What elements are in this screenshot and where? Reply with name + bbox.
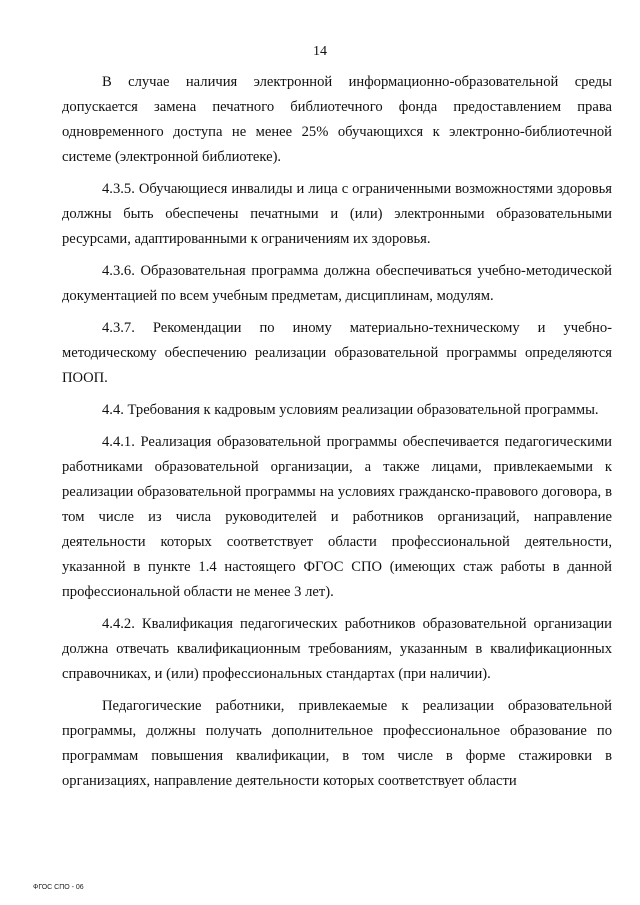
paragraph-4-3-6: 4.3.6. Образовательная программа должна обеспечиваться учебно-методической документацией по всем учебным предметам, дисциплинам, модулям. bbox=[62, 263, 612, 304]
paragraph-4-4-1: 4.4.1. Реализация образовательной программы обеспечивается педагогическими работниками образовательной организации, а также лицами, привлекаемыми к реализации образовательной программы на условиях гражданско-правового договора, в том числе из числа руководителей и работников организаций, направление деятельности которых соответствует области профессиональной деятельности, указанной в пункте 1.4 настоящего ФГОС СПО (имеющих стаж работы в данной профессиональной области не менее 3 лет). bbox=[62, 434, 612, 600]
paragraph-pedagogical-workers: Педагогические работники, привлекаемые к реализации образовательной программы, должны получать дополнительное профессиональное образование по программам повышения квалификации, в том числе в форме стажировки в организациях, направление деятельности которых соответствует области bbox=[62, 698, 612, 789]
paragraph-4-4: 4.4. Требования к кадровым условиям реализации образовательной программы. bbox=[102, 402, 599, 418]
paragraph-4-4-2: 4.4.2. Квалификация педагогических работников образовательной организации должна отвечать квалификационным требованиям, указанным в квалификационных справочниках, и (или) профессиональных стандартах (при наличии). bbox=[62, 616, 612, 682]
paragraph-4-3-7: 4.3.7. Рекомендации по иному материально-техническому и учебно-методическому обеспечению реализации образовательной программы определяются ПООП. bbox=[62, 320, 612, 386]
paragraph-electronic-library: В случае наличия электронной информационно-образовательной среды допускается замена печатного библиотечного фонда предоставлением права одновременного доступа не менее 25% обучающихся к электронно-библиотечной системе (электронной библиотеке). bbox=[62, 74, 612, 165]
document-body bbox=[62, 70, 612, 801]
paragraph-4-3-5: 4.3.5. Обучающиеся инвалиды и лица с ограниченными возможностями здоровья должны быть обеспечены печатными и (или) электронными образовательными ресурсами, адаптированными к ограничениям их здоровья. bbox=[62, 181, 612, 247]
document-footer: ФГОС СПО - 06 bbox=[33, 884, 84, 891]
page-number: 14 bbox=[313, 44, 327, 59]
